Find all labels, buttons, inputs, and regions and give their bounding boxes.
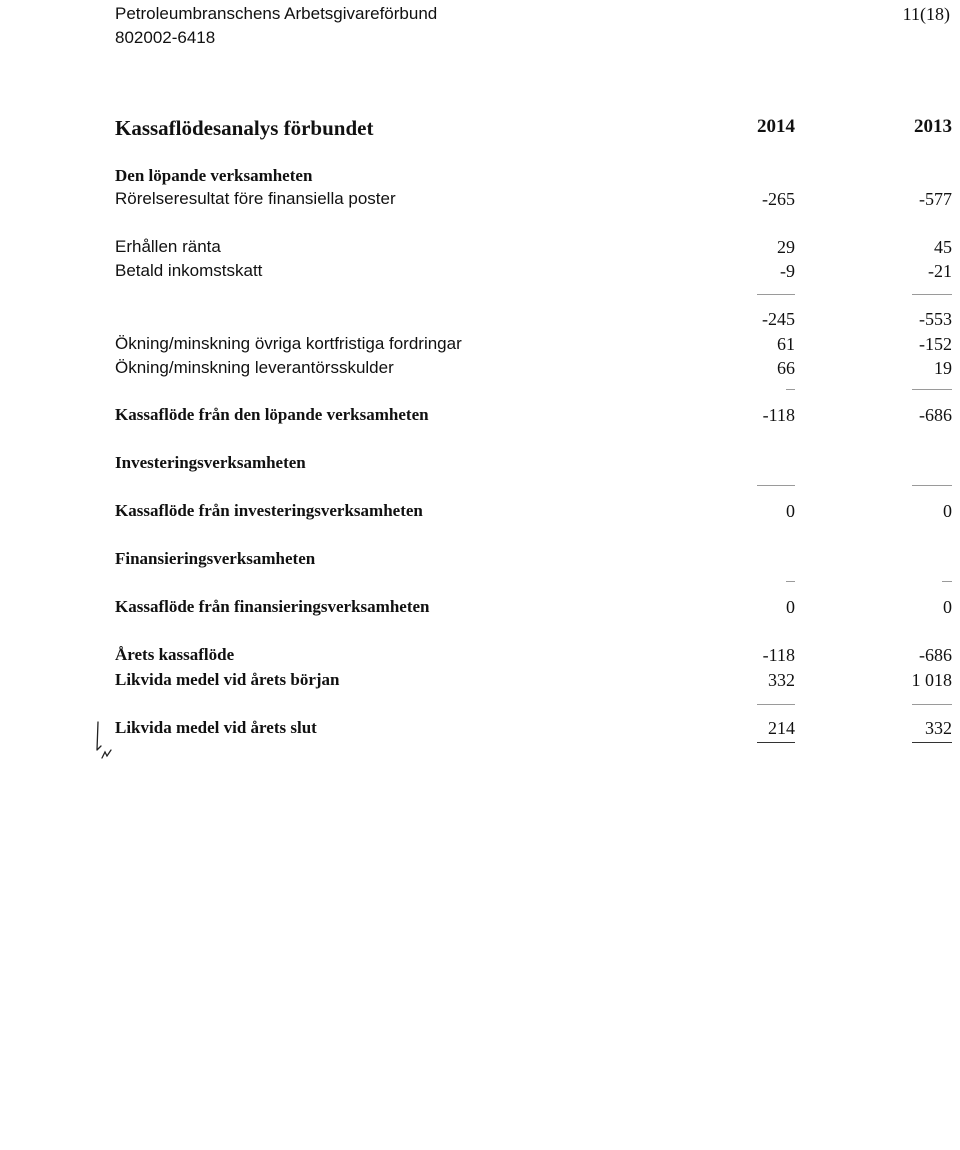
value-2014: 332 <box>768 670 795 690</box>
subtotal-rule <box>912 389 952 390</box>
report-title: Kassaflödesanalys förbundet <box>115 116 374 140</box>
value-2013: -686 <box>919 645 952 665</box>
organization-name: Petroleumbranschens Arbetsgivareförbund <box>115 4 438 23</box>
subtotal-rule <box>786 389 795 390</box>
value-2013: 1 018 <box>911 670 952 690</box>
subtotal-rule <box>757 294 795 295</box>
table-row <box>0 261 960 285</box>
table-row <box>0 718 960 742</box>
handwritten-initials-icon <box>93 720 113 760</box>
row-label: Kassaflöde från finansieringsverksamheten <box>115 597 430 616</box>
total-underline <box>912 742 952 743</box>
subtotal-rule <box>912 294 952 295</box>
row-label: Betald inkomstskatt <box>115 261 263 280</box>
table-row <box>0 189 960 213</box>
column-header-2014: 2014 <box>757 116 795 137</box>
subtotal-rule <box>757 485 795 486</box>
table-row <box>0 405 960 429</box>
table-row <box>0 501 960 525</box>
value-2013: 19 <box>934 358 952 378</box>
subtotal-rule <box>912 704 952 705</box>
value-2013: -152 <box>919 334 952 354</box>
value-2014: -118 <box>762 405 795 425</box>
value-2014: 29 <box>777 237 795 257</box>
table-row <box>0 334 960 358</box>
subtotal-rule <box>912 485 952 486</box>
value-2014: 214 <box>768 718 795 738</box>
section-heading: Den löpande verksamheten <box>115 166 313 185</box>
value-2013: -686 <box>919 405 952 425</box>
value-2014: 0 <box>786 501 795 521</box>
table-row <box>0 453 960 477</box>
subtotal-2013: -553 <box>919 309 952 329</box>
row-label: Ökning/minskning övriga kortfristiga fordringar <box>115 334 462 353</box>
table-row <box>0 549 960 573</box>
table-row <box>0 645 960 669</box>
value-2013: 0 <box>943 501 952 521</box>
row-label: Årets kassaflöde <box>115 645 235 664</box>
value-2013: -577 <box>919 189 952 209</box>
value-2014: 66 <box>777 358 795 378</box>
row-label: Rörelseresultat före finansiella poster <box>115 189 396 208</box>
page-number: 11(18) <box>902 4 950 24</box>
value-2014: -265 <box>762 189 795 209</box>
table-row <box>0 166 960 190</box>
section-heading: Investeringsverksamheten <box>115 453 306 472</box>
row-label: Erhållen ränta <box>115 237 221 256</box>
table-row <box>0 237 960 261</box>
column-header-2013: 2013 <box>914 116 952 137</box>
value-2013: -21 <box>928 261 952 281</box>
value-2014: -9 <box>780 261 795 281</box>
table-row <box>0 309 960 333</box>
table-row <box>0 358 960 382</box>
row-label: Ökning/minskning leverantörsskulder <box>115 358 394 377</box>
table-row <box>0 597 960 621</box>
subtotal-rule <box>757 704 795 705</box>
table-row <box>0 670 960 694</box>
value-2013: 0 <box>943 597 952 617</box>
row-label: Kassaflöde från den löpande verksamheten <box>115 405 429 424</box>
value-2014: 61 <box>777 334 795 354</box>
section-heading: Finansieringsverksamheten <box>115 549 316 568</box>
row-label: Likvida medel vid årets slut <box>115 718 317 737</box>
subtotal-rule <box>942 581 952 582</box>
value-2013: 45 <box>934 237 952 257</box>
row-label: Kassaflöde från investeringsverksamheten <box>115 501 423 520</box>
value-2013: 332 <box>925 718 952 738</box>
total-underline <box>757 742 795 743</box>
row-label: Likvida medel vid årets början <box>115 670 340 689</box>
subtotal-rule <box>786 581 795 582</box>
subtotal-2014: -245 <box>762 309 795 329</box>
organization-number: 802002-6418 <box>115 28 216 47</box>
value-2014: 0 <box>786 597 795 617</box>
value-2014: -118 <box>762 645 795 665</box>
